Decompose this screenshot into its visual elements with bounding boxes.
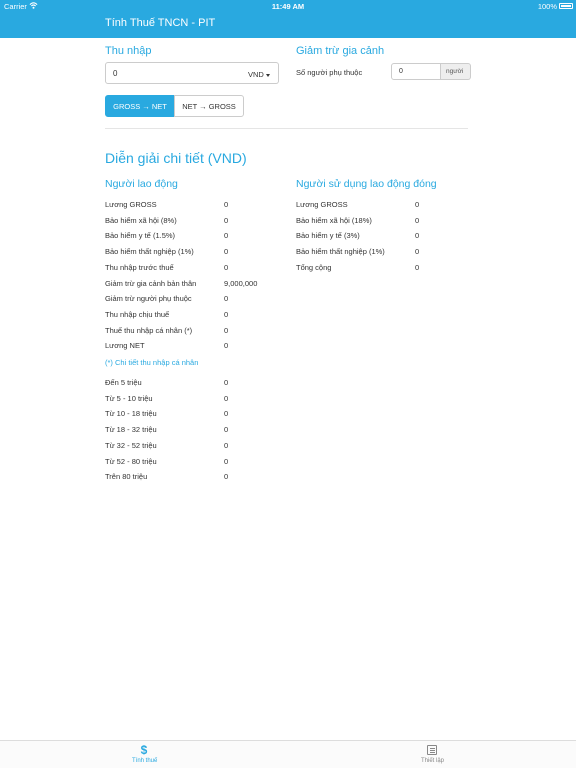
row-label: Từ 32 - 52 triệu	[105, 440, 157, 450]
net-to-gross-button[interactable]	[174, 95, 244, 117]
currency-label: VND	[248, 70, 264, 79]
row-value: 0	[224, 341, 229, 351]
row-label: Lương GROSS	[105, 200, 157, 209]
divider	[105, 128, 468, 129]
row-label: Đến 5 triệu	[105, 378, 142, 387]
dependents-unit	[441, 63, 471, 80]
gross-to-net-button[interactable]	[105, 95, 175, 117]
battery-percentage: 100%	[537, 2, 557, 11]
income-input[interactable]	[105, 62, 242, 84]
dependents-label: Số người phụ thuộc	[296, 68, 363, 77]
row-value: 0	[224, 294, 229, 304]
row-label: Bảo hiểm xã hội (18%)	[296, 215, 372, 225]
row-value: 0	[224, 200, 229, 209]
tab-settings-label: Thiết lập	[421, 758, 445, 764]
row-label: Trên 80 triệu	[105, 472, 148, 482]
list-icon	[427, 745, 437, 755]
row-value: 0	[415, 247, 420, 257]
row-label: Giảm trừ người phụ thuộc	[105, 294, 192, 304]
row-value: 0	[224, 309, 229, 319]
row-value: 0	[224, 472, 229, 482]
status-bar	[0, 0, 576, 12]
page-title: Tính Thuế TNCN - PIT	[105, 17, 216, 29]
row-value: 0	[224, 325, 229, 335]
row-value: 0	[224, 409, 229, 419]
dependents-input[interactable]	[391, 63, 441, 80]
row-value: 0	[415, 231, 420, 241]
caret-down-icon	[266, 74, 270, 77]
row-label: Từ 52 - 80 triệu	[105, 456, 157, 466]
row-label: Thuế thu nhập cá nhân (*)	[105, 325, 193, 335]
tax-detail-title: (*) Chi tiết thu nhập cá nhân	[105, 358, 199, 367]
gross-to-net-label: GROSS → NET	[113, 102, 167, 111]
dependents-unit-label: người	[446, 68, 464, 75]
row-value: 0	[224, 425, 229, 435]
deduction-section-title: Giảm trừ gia cảnh	[296, 45, 385, 57]
row-label: Bảo hiểm thất nghiệp (1%)	[105, 247, 194, 257]
row-value: 0	[415, 215, 420, 225]
row-label: Bảo hiểm y tế (3%)	[296, 231, 360, 241]
row-label: Bảo hiểm thất nghiệp (1%)	[296, 247, 385, 257]
row-value: 0	[224, 215, 229, 225]
carrier-label: Carrier	[4, 2, 27, 11]
row-value: 0	[415, 200, 420, 209]
row-value: 0	[224, 456, 229, 466]
row-label: Từ 5 - 10 triệu	[105, 393, 153, 403]
currency-dropdown[interactable]	[241, 62, 279, 84]
dependents-input-value: 0	[399, 68, 403, 75]
row-label: Bảo hiểm y tế (1.5%)	[105, 231, 176, 241]
battery-icon	[559, 3, 573, 9]
row-label: Bảo hiểm xã hội (8%)	[105, 215, 177, 225]
row-label: Thu nhập trước thuế	[105, 262, 174, 272]
row-label: Từ 18 - 32 triệu	[105, 425, 157, 435]
row-label: Thu nhập chịu thuế	[105, 309, 170, 319]
employer-title: Người sử dụng lao động đóng	[296, 178, 437, 190]
income-section-title: Thu nhập	[105, 45, 152, 57]
row-value: 0	[415, 262, 420, 272]
row-label: Lương NET	[105, 341, 145, 351]
employee-title: Người lao động	[105, 178, 178, 190]
tab-bar	[0, 740, 576, 768]
row-value: 0	[224, 247, 229, 257]
net-to-gross-label: NET → GROSS	[182, 102, 236, 111]
navigation-bar	[0, 12, 576, 38]
dollar-icon: $	[140, 743, 148, 757]
row-value: 0	[224, 262, 229, 272]
tab-calculate-label: Tính thuế	[132, 758, 158, 764]
row-value: 0	[224, 231, 229, 241]
row-value: 0	[224, 440, 229, 450]
row-label: Tổng cộng	[296, 262, 332, 272]
row-label: Từ 10 - 18 triệu	[105, 409, 157, 419]
row-value: 0	[224, 378, 229, 387]
row-value: 9,000,000	[224, 278, 258, 288]
row-value: 0	[224, 393, 229, 403]
income-input-value: 0	[113, 69, 118, 78]
detail-title: Diễn giải chi tiết (VND)	[105, 150, 247, 166]
row-label: Giảm trừ gia cảnh bản thân	[105, 278, 197, 288]
row-label: Lương GROSS	[296, 200, 348, 209]
status-time: 11:49 AM	[271, 2, 305, 11]
